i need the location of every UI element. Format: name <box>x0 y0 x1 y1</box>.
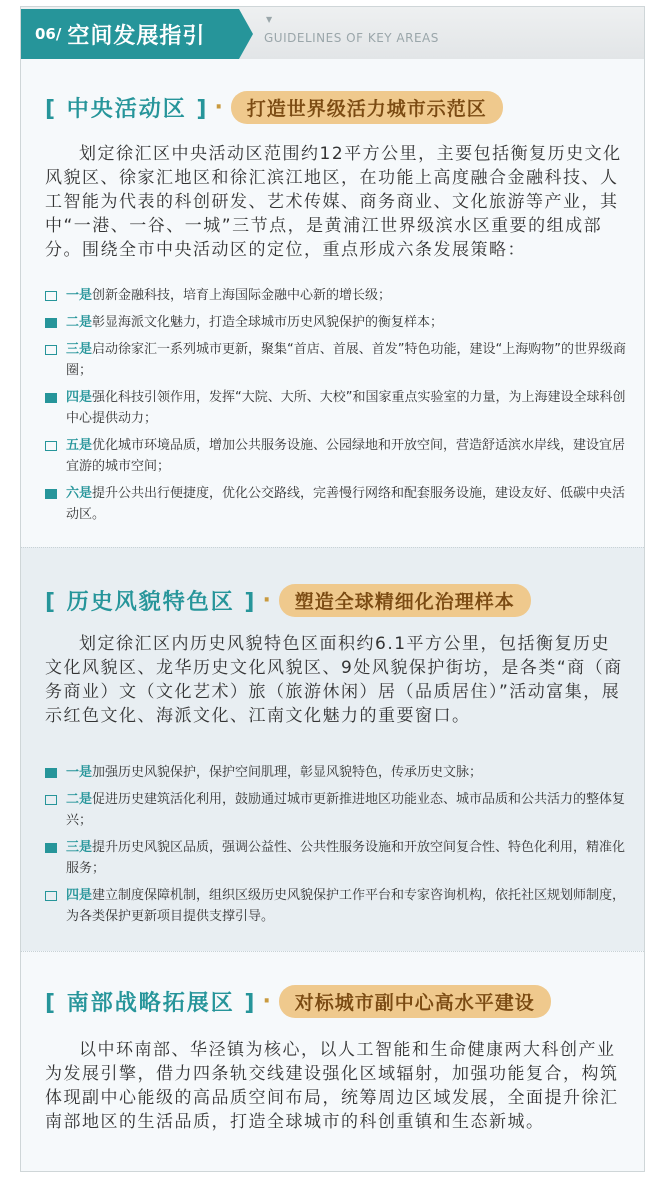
list-item <box>45 885 627 927</box>
item-ordinal: 四是 <box>66 888 93 903</box>
section-intro: 以中环南部、华泾镇为核心，以人工智能和生命健康两大科创产业为发展引擎，借力四条轨交线建设强化区域辐射，加强功能复合，构筑体现副中心能级的高品质空间布局，统筹周边区域发展，全面提升徐汇南部地区的生活品质，打造全球城市的科创重镇和生态新城。 <box>45 1040 619 1132</box>
item-ordinal: 三是 <box>66 342 93 357</box>
section-name: [ 中央活动区 ] <box>45 97 209 122</box>
list-item <box>45 789 627 831</box>
section-name: [ 南部战略拓展区 ] <box>45 991 257 1016</box>
heading-dot: · <box>262 588 271 613</box>
item-text: 提升公共出行便捷度，优化公交路线，完善慢行网络和配套服务设施，建设友好、低碳中央活动区。 <box>66 486 626 522</box>
section-heading <box>45 584 531 617</box>
page-title: 空间发展指引 <box>67 23 206 49</box>
item-text: 创新金融科技，培育上海国际金融中心新的增长级； <box>92 288 392 303</box>
list-item <box>45 285 627 306</box>
header-tag <box>21 9 239 59</box>
item-text: 促进历史建筑活化利用，鼓励通过城市更新推进地区功能业态、城市品质和公共活力的整体复兴； <box>66 792 626 828</box>
item-text: 加强历史风貌保护，保护空间肌理，彰显风貌特色，传承历史文脉； <box>92 765 483 780</box>
item-ordinal: 二是 <box>66 792 93 807</box>
section-heading <box>45 985 551 1018</box>
item-text: 优化城市环境品质，增加公共服务设施、公园绿地和开放空间，营造舒适滨水岸线，建设宜居宜游的城市空间； <box>66 438 626 474</box>
caret-icon: ▼ <box>266 15 273 24</box>
checkbox-filled-icon <box>45 768 57 778</box>
list-item <box>45 312 627 333</box>
checkbox-outline-icon <box>45 795 57 805</box>
item-text: 启动徐家汇一系列城市更新，聚集“首店、首展、首发”特色功能，建设“上海购物”的世界级商圈； <box>66 342 626 378</box>
heading-dot: · <box>214 95 223 120</box>
section-southern-expansion <box>21 951 644 1171</box>
item-text: 提升历史风貌区品质，强调公益性、公共性服务设施和开放空间复合性、特色化利用，精准化服务； <box>66 840 626 876</box>
section-intro: 划定徐汇区内历史风貌特色区面积约6.1平方公里，包括衡复历史文化风貌区、龙华历史文化风貌区、9处风貌保护街坊，是各类“商（商务商业）文（文化艺术）旅（旅游休闲）居（品质居住）”活动富集，展示红色文化、海派文化、江南文化魅力的重要窗口。 <box>45 634 623 726</box>
section-slogan: 打造世界级活力城市示范区 <box>231 91 503 124</box>
page-subtitle: GUIDELINES OF KEY AREAS <box>264 31 439 45</box>
item-text: 建立制度保障机制，组织区级历史风貌保护工作平台和专家咨询机构，依托社区规划师制度，为各类保护更新项目提供支撑引导。 <box>66 888 626 924</box>
section-slogan: 对标城市副中心高水平建设 <box>279 985 551 1018</box>
item-ordinal: 二是 <box>66 315 93 330</box>
list-item <box>45 339 627 381</box>
section-name: [ 历史风貌特色区 ] <box>45 590 257 615</box>
item-ordinal: 三是 <box>66 840 93 855</box>
item-ordinal: 四是 <box>66 390 93 405</box>
list-item <box>45 837 627 879</box>
section-heading <box>45 91 503 124</box>
strategy-list <box>45 762 627 933</box>
checkbox-filled-icon <box>45 393 57 403</box>
checkbox-outline-icon <box>45 441 57 451</box>
checkbox-filled-icon <box>45 318 57 328</box>
section-number: 06/ <box>35 25 62 43</box>
item-ordinal: 六是 <box>66 486 93 501</box>
list-item <box>45 483 627 525</box>
checkbox-filled-icon <box>45 489 57 499</box>
checkbox-outline-icon <box>45 891 57 901</box>
heading-dot: · <box>262 989 271 1014</box>
guideline-panel <box>20 6 645 1172</box>
item-ordinal: 一是 <box>66 288 93 303</box>
strategy-list <box>45 285 627 531</box>
item-ordinal: 五是 <box>66 438 93 453</box>
checkbox-filled-icon <box>45 843 57 853</box>
header-bar <box>21 7 644 59</box>
section-slogan: 塑造全球精细化治理样本 <box>279 584 531 617</box>
list-item <box>45 435 627 477</box>
section-central-activity <box>21 59 644 547</box>
item-text: 彰显海派文化魅力，打造全球城市历史风貌保护的衡复样本； <box>92 315 444 330</box>
section-intro: 划定徐汇区中央活动区范围约12平方公里，主要包括衡复历史文化风貌区、徐家汇地区和徐汇滨江地区，在功能上高度融合金融科技、人工智能为代表的科创研发、艺术传媒、商务商业、文化旅游等产业，其中“一港、一谷、一城”三节点，是黄浦江世界级滨水区重要的组成部分。围绕全市中央活动区的定位，重点形成六条发展策略： <box>45 144 622 260</box>
section-historic-district <box>21 547 644 951</box>
checkbox-outline-icon <box>45 291 57 301</box>
list-item <box>45 762 627 783</box>
item-ordinal: 一是 <box>66 765 93 780</box>
list-item <box>45 387 627 429</box>
checkbox-outline-icon <box>45 345 57 355</box>
item-text: 强化科技引领作用，发挥“大院、大所、大校”和国家重点实验室的力量，为上海建设全球科创中心提供动力； <box>66 390 626 426</box>
